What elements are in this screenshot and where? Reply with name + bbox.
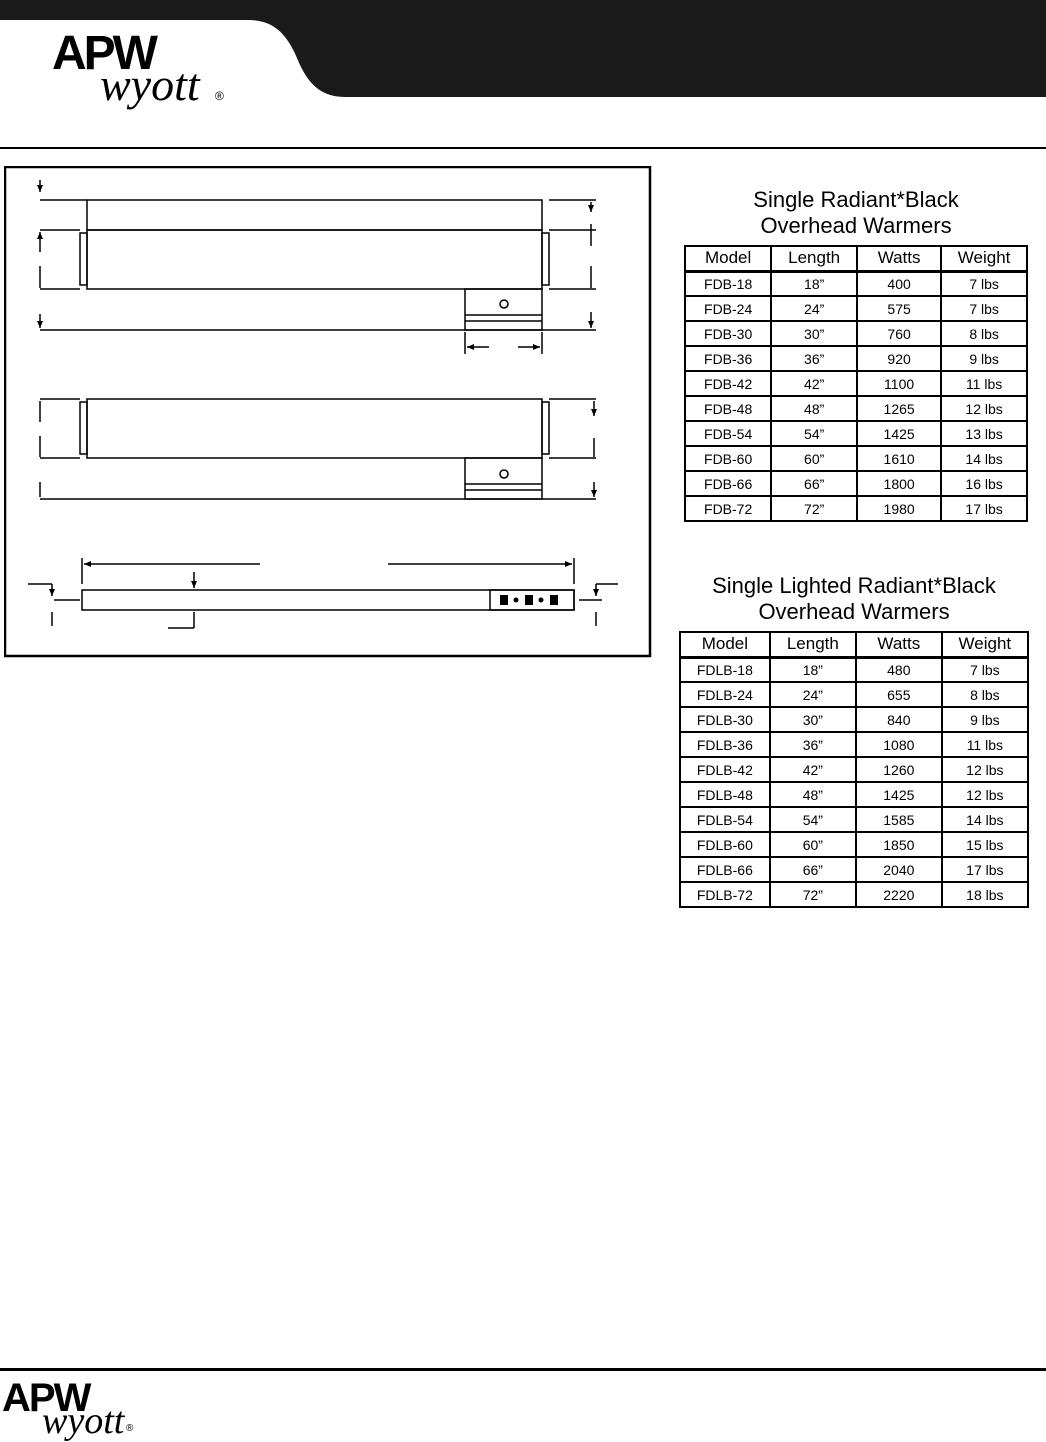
cell-weight: 14 lbs <box>941 446 1027 471</box>
cell-model: FDB-36 <box>685 346 771 371</box>
cell-weight: 8 lbs <box>941 321 1027 346</box>
drawing-view-1 <box>40 180 596 354</box>
table-row <box>685 396 1027 421</box>
cell-watts: 400 <box>857 271 941 296</box>
cell-length: 18” <box>770 657 856 682</box>
table-row <box>685 446 1027 471</box>
cell-weight: 12 lbs <box>942 757 1028 782</box>
table-row <box>685 496 1027 521</box>
cell-length: 48” <box>771 396 857 421</box>
cell-weight: 12 lbs <box>941 396 1027 421</box>
cell-model: FDLB-54 <box>680 807 770 832</box>
column-header-length: Length <box>770 632 856 657</box>
cell-watts: 1265 <box>857 396 941 421</box>
cell-length: 30” <box>771 321 857 346</box>
table-row <box>680 757 1028 782</box>
cell-length: 36” <box>771 346 857 371</box>
dimension-drawing <box>4 166 652 658</box>
cell-watts: 1800 <box>857 471 941 496</box>
table-row <box>685 346 1027 371</box>
cell-model: FDLB-18 <box>680 657 770 682</box>
cell-weight: 18 lbs <box>942 882 1028 907</box>
cell-watts: 575 <box>857 296 941 321</box>
cell-length: 54” <box>771 421 857 446</box>
cell-model: FDB-24 <box>685 296 771 321</box>
cell-model: FDB-60 <box>685 446 771 471</box>
cell-length: 60” <box>771 446 857 471</box>
cell-length: 24” <box>770 682 856 707</box>
drawing-view-3 <box>28 558 618 628</box>
cell-weight: 17 lbs <box>942 857 1028 882</box>
column-header-weight: Weight <box>941 246 1027 271</box>
cell-watts: 920 <box>857 346 941 371</box>
header-logo-wyott: wyott <box>100 59 200 110</box>
cell-length: 36” <box>770 732 856 757</box>
table-header-row <box>685 246 1027 271</box>
footer-logo-reg: ® <box>126 1423 134 1434</box>
cell-model: FDB-30 <box>685 321 771 346</box>
cell-length: 24” <box>771 296 857 321</box>
cell-watts: 2040 <box>856 857 942 882</box>
cell-weight: 12 lbs <box>942 782 1028 807</box>
table1-title <box>684 187 1028 239</box>
table-header-row <box>680 632 1028 657</box>
cell-weight: 9 lbs <box>941 346 1027 371</box>
column-header-model: Model <box>680 632 770 657</box>
cell-watts: 1260 <box>856 757 942 782</box>
cell-weight: 7 lbs <box>941 271 1027 296</box>
cell-watts: 1080 <box>856 732 942 757</box>
table-row <box>685 371 1027 396</box>
cell-length: 42” <box>771 371 857 396</box>
cell-watts: 840 <box>856 707 942 732</box>
table-row <box>685 471 1027 496</box>
column-header-length: Length <box>771 246 857 271</box>
table-row <box>680 857 1028 882</box>
cell-weight: 14 lbs <box>942 807 1028 832</box>
cell-model: FDLB-24 <box>680 682 770 707</box>
column-header-model: Model <box>685 246 771 271</box>
table-row <box>680 782 1028 807</box>
cell-model: FDLB-60 <box>680 832 770 857</box>
cell-weight: 17 lbs <box>941 496 1027 521</box>
cell-weight: 13 lbs <box>941 421 1027 446</box>
cell-model: FDB-42 <box>685 371 771 396</box>
table-row <box>680 807 1028 832</box>
cell-watts: 1980 <box>857 496 941 521</box>
cell-weight: 11 lbs <box>941 371 1027 396</box>
table-single-radiant <box>684 245 1028 522</box>
drawing-view-2 <box>40 399 596 499</box>
cell-watts: 1610 <box>857 446 941 471</box>
cell-watts: 1585 <box>856 807 942 832</box>
table-row <box>685 296 1027 321</box>
cell-watts: 760 <box>857 321 941 346</box>
cell-model: FDLB-66 <box>680 857 770 882</box>
cell-length: 48” <box>770 782 856 807</box>
table-row <box>685 321 1027 346</box>
cell-model: FDLB-72 <box>680 882 770 907</box>
cell-weight: 8 lbs <box>942 682 1028 707</box>
column-header-weight: Weight <box>942 632 1028 657</box>
cell-model: FDLB-36 <box>680 732 770 757</box>
cell-watts: 655 <box>856 682 942 707</box>
column-header-watts: Watts <box>857 246 941 271</box>
table-row <box>680 882 1028 907</box>
table-row <box>680 732 1028 757</box>
cell-length: 66” <box>771 471 857 496</box>
cell-length: 72” <box>771 496 857 521</box>
cell-weight: 15 lbs <box>942 832 1028 857</box>
cell-length: 60” <box>770 832 856 857</box>
table-row <box>685 271 1027 296</box>
cell-weight: 16 lbs <box>941 471 1027 496</box>
cell-model: FDB-54 <box>685 421 771 446</box>
cell-model: FDB-48 <box>685 396 771 421</box>
cell-length: 42” <box>770 757 856 782</box>
header-logo-reg: ® <box>215 89 224 103</box>
cell-weight: 7 lbs <box>941 296 1027 321</box>
table-row <box>680 832 1028 857</box>
table2-title <box>679 573 1029 625</box>
cell-weight: 11 lbs <box>942 732 1028 757</box>
cell-watts: 2220 <box>856 882 942 907</box>
cell-watts: 480 <box>856 657 942 682</box>
table-row <box>680 682 1028 707</box>
cell-length: 30” <box>770 707 856 732</box>
table-row <box>680 657 1028 682</box>
cell-watts: 1425 <box>856 782 942 807</box>
cell-length: 18” <box>771 271 857 296</box>
cell-length: 66” <box>770 857 856 882</box>
cell-weight: 7 lbs <box>942 657 1028 682</box>
cell-model: FDLB-48 <box>680 782 770 807</box>
cell-weight: 9 lbs <box>942 707 1028 732</box>
table-row <box>680 707 1028 732</box>
footer-logo-wyott: wyott <box>42 1400 125 1442</box>
cell-watts: 1100 <box>857 371 941 396</box>
cell-model: FDLB-42 <box>680 757 770 782</box>
cell-model: FDB-66 <box>685 471 771 496</box>
cell-watts: 1850 <box>856 832 942 857</box>
cell-model: FDLB-30 <box>680 707 770 732</box>
footer-logo-apw: APW <box>2 1376 90 1420</box>
cell-model: FDB-72 <box>685 496 771 521</box>
cell-watts: 1425 <box>857 421 941 446</box>
cell-length: 72” <box>770 882 856 907</box>
header-logo-apw: APW <box>52 27 155 80</box>
cell-length: 54” <box>770 807 856 832</box>
table2-title-line2: Overhead Warmers <box>758 599 950 624</box>
column-header-watts: Watts <box>856 632 942 657</box>
table-single-lighted-radiant <box>679 631 1029 908</box>
table1-title-line2: Overhead Warmers <box>760 213 952 238</box>
footer-rule <box>0 1368 1046 1371</box>
table1-title-line1: Single Radiant*Black <box>753 187 959 212</box>
table-row <box>685 421 1027 446</box>
table2-title-line1: Single Lighted Radiant*Black <box>712 573 996 598</box>
cell-model: FDB-18 <box>685 271 771 296</box>
